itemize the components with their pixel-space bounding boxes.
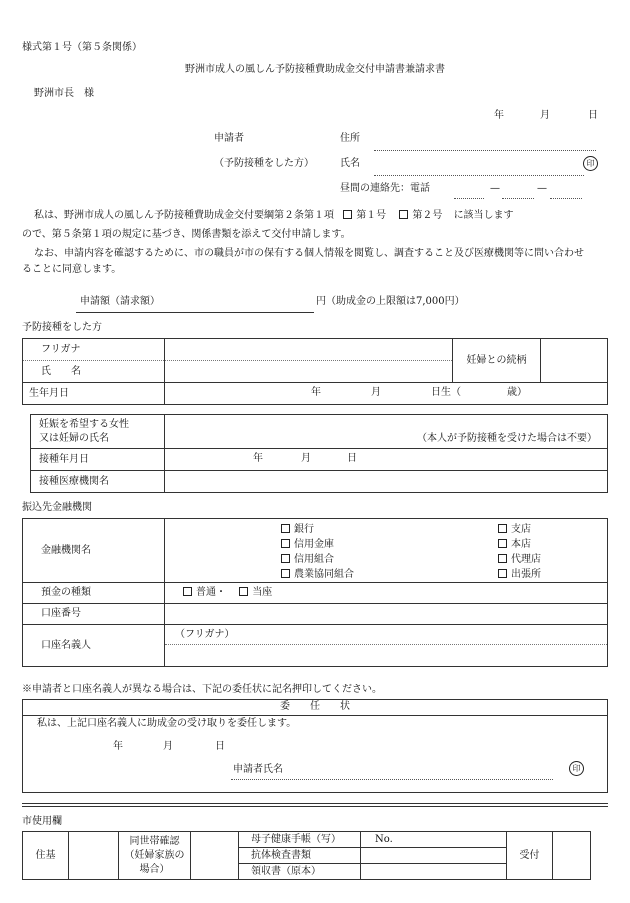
delegation-title: 委 任 状 bbox=[280, 701, 350, 712]
vaccination-date-field[interactable] bbox=[165, 449, 608, 471]
shinkin-checkbox[interactable] bbox=[281, 539, 290, 548]
type-ja-label: 農業協同組合 bbox=[294, 569, 354, 580]
statement-part-b: に該当します bbox=[453, 210, 514, 221]
pregnancy-table bbox=[30, 414, 608, 493]
institution-types bbox=[281, 522, 354, 582]
clinic-field[interactable] bbox=[165, 471, 608, 493]
shinkumi-checkbox[interactable] bbox=[281, 554, 290, 563]
option-1-checkbox[interactable] bbox=[343, 210, 352, 219]
amount-label: 申請額（請求額） bbox=[80, 296, 160, 307]
option-2-checkbox[interactable] bbox=[399, 210, 408, 219]
phone-label: 昼間の連絡先：電話 bbox=[340, 183, 430, 194]
date-month-label: 月 bbox=[540, 110, 550, 121]
applicant-sublabel: （予防接種をした方） bbox=[214, 158, 314, 169]
phone-number-field[interactable] bbox=[550, 198, 582, 199]
woman-label bbox=[31, 415, 165, 449]
separator-rule bbox=[22, 806, 608, 807]
delegation-seal-mark: 印 bbox=[569, 761, 584, 776]
birth-age-unit: 歳） bbox=[507, 387, 527, 398]
shiten-checkbox[interactable] bbox=[498, 524, 507, 533]
current-checkbox[interactable] bbox=[239, 587, 248, 596]
branch-types bbox=[498, 522, 541, 582]
branch-shucchojo-label: 出張所 bbox=[511, 569, 541, 580]
institution-label: 金融機関名 bbox=[23, 519, 165, 583]
deposit-type-field bbox=[165, 583, 608, 604]
household-line1: 同世帯確認 bbox=[129, 835, 180, 847]
birth-field[interactable] bbox=[165, 383, 608, 405]
relation-field[interactable] bbox=[541, 339, 608, 383]
vacc-month-unit: 月 bbox=[301, 453, 311, 464]
woman-note: （本人が予防接種を受けた場合は不要） bbox=[417, 433, 597, 444]
household-line3: 場合） bbox=[139, 863, 170, 875]
type-shinkumi-label: 信用組合 bbox=[294, 554, 334, 565]
ja-checkbox[interactable] bbox=[281, 569, 290, 578]
amount-field[interactable] bbox=[76, 312, 314, 313]
vacc-year-unit: 年 bbox=[253, 453, 263, 464]
account-number-label: 口座番号 bbox=[23, 604, 165, 625]
vacc-day-unit: 日 bbox=[347, 453, 357, 464]
phone-area-field[interactable] bbox=[454, 198, 484, 199]
statement-part-a: 私は、野洲市成人の風しん予防接種費助成金交付要綱第２条第１項 bbox=[34, 210, 334, 221]
addressee: 野洲市長 様 bbox=[34, 88, 94, 99]
dairiten-checkbox[interactable] bbox=[498, 554, 507, 563]
delegation-divider bbox=[23, 715, 607, 716]
furigana-field[interactable] bbox=[165, 339, 453, 361]
type-bank-label: 銀行 bbox=[294, 524, 314, 535]
consent-paragraph: なお、申請内容を確認するために、市の職員が市の保有する個人情報を閲覧し、調査すること及び医療機関等に問い合わせることに同意します。 bbox=[22, 248, 584, 275]
furigana-label: フリガナ bbox=[23, 339, 165, 361]
branch-shucchojo[interactable] bbox=[498, 567, 541, 582]
statement-text bbox=[34, 210, 514, 222]
address-label: 住所 bbox=[340, 133, 360, 144]
office-use-table bbox=[22, 831, 608, 880]
type-shinkumi[interactable] bbox=[281, 552, 354, 567]
branch-dairiten-label: 代理店 bbox=[511, 554, 541, 565]
office-use-title: 市使用欄 bbox=[22, 816, 62, 827]
shucchojo-checkbox[interactable] bbox=[498, 569, 507, 578]
clinic-label: 接種医療機関名 bbox=[31, 471, 165, 493]
delegation-month: 月 bbox=[163, 741, 173, 752]
received-field[interactable] bbox=[553, 832, 591, 880]
office-spacer bbox=[591, 832, 608, 880]
vaccination-date-label: 接種年月日 bbox=[31, 449, 165, 471]
delegation-day: 日 bbox=[215, 741, 225, 752]
phone-separator: — bbox=[490, 183, 500, 194]
institution-field[interactable] bbox=[165, 519, 608, 583]
delegation-text: 私は、上記口座名義人に助成金の受け取りを委任します。 bbox=[37, 718, 297, 729]
applicant-name-field[interactable] bbox=[374, 175, 584, 176]
doc-antibody-field[interactable] bbox=[361, 848, 507, 864]
holder-furigana-label: （フリガナ） bbox=[175, 628, 235, 640]
doc-receipt-field[interactable] bbox=[361, 864, 507, 880]
holder-furigana-field[interactable] bbox=[165, 625, 608, 645]
holder-label: 口座名義人 bbox=[23, 625, 165, 667]
statement-line-2: ので、第５条第１項の規定に基づき、関係書類を添えて交付申請します。 bbox=[22, 229, 351, 240]
household-line2: （妊婦家族の bbox=[124, 849, 185, 861]
bank-checkbox[interactable] bbox=[281, 524, 290, 533]
birth-year-unit: 年 bbox=[311, 387, 321, 398]
delegation-box bbox=[22, 699, 608, 793]
amount-unit: 円（助成金の上限額は7,000円） bbox=[316, 296, 465, 307]
household-check-field[interactable] bbox=[191, 832, 239, 880]
option-1-label: 第１号 bbox=[356, 210, 387, 221]
vaccinee-section-title: 予防接種をした方 bbox=[22, 322, 102, 333]
option-2-label: 第２号 bbox=[412, 210, 443, 221]
birth-label: 生年月日 bbox=[23, 383, 165, 405]
branch-shiten[interactable] bbox=[498, 522, 541, 537]
household-check-label bbox=[119, 832, 191, 880]
relation-label: 妊婦との続柄 bbox=[453, 339, 541, 383]
name-label: 氏 名 bbox=[23, 361, 165, 383]
bank-table bbox=[22, 518, 608, 667]
vaccinee-table bbox=[22, 338, 608, 405]
delegation-note: ※申請者と口座名義人が異なる場合は、下記の委任状に記名押印してください。 bbox=[22, 684, 382, 695]
ordinary-checkbox[interactable] bbox=[183, 587, 192, 596]
date-year-label: 年 bbox=[494, 110, 504, 121]
phone-exchange-field[interactable] bbox=[502, 198, 534, 199]
signer-label: 申請者氏名 bbox=[233, 764, 283, 775]
phone-separator: — bbox=[537, 183, 547, 194]
separator-rule bbox=[22, 803, 608, 804]
birth-month-unit: 月 bbox=[371, 387, 381, 398]
birth-day-unit: 日生（ bbox=[431, 387, 461, 398]
signer-name-field[interactable] bbox=[231, 779, 553, 780]
delegation-year: 年 bbox=[113, 741, 123, 752]
honten-checkbox[interactable] bbox=[498, 539, 507, 548]
branch-dairiten[interactable] bbox=[498, 552, 541, 567]
account-number-field[interactable] bbox=[165, 604, 608, 625]
type-bank[interactable] bbox=[281, 522, 354, 537]
woman-label-line1: 妊娠を希望する女性 bbox=[39, 418, 129, 430]
address-field[interactable] bbox=[374, 150, 596, 151]
branch-honten-label: 本店 bbox=[511, 539, 531, 550]
type-shinkin[interactable] bbox=[281, 537, 354, 552]
bank-section-title: 振込先金融機関 bbox=[22, 502, 92, 513]
doc-boshi-label: 母子健康手帳（写） bbox=[239, 832, 361, 848]
current-label: 当座 bbox=[252, 587, 273, 598]
vaccinee-name-field[interactable] bbox=[165, 361, 453, 383]
deposit-type-label: 預金の種類 bbox=[23, 583, 165, 604]
form-title: 野洲市成人の風しん予防接種費助成金交付申請書兼請求書 bbox=[185, 64, 445, 75]
doc-antibody-label: 抗体検査書類 bbox=[239, 848, 361, 864]
branch-shiten-label: 支店 bbox=[511, 524, 531, 535]
jyuki-field[interactable] bbox=[69, 832, 119, 880]
ordinary-label: 普通・ bbox=[196, 587, 226, 598]
woman-name-field[interactable] bbox=[165, 415, 608, 449]
doc-boshi-number: No. bbox=[361, 832, 507, 848]
type-shinkin-label: 信用金庫 bbox=[294, 539, 334, 550]
type-ja[interactable] bbox=[281, 567, 354, 582]
date-day-label: 日 bbox=[588, 110, 598, 121]
jyuki-label: 住基 bbox=[23, 832, 69, 880]
name-label: 氏名 bbox=[340, 158, 360, 169]
received-label: 受付 bbox=[507, 832, 553, 880]
form-number: 様式第１号（第５条関係） bbox=[22, 42, 142, 53]
woman-label-line2: 又は妊婦の氏名 bbox=[39, 432, 109, 444]
seal-mark: 印 bbox=[583, 156, 598, 171]
doc-receipt-label: 領収書（原本） bbox=[239, 864, 361, 880]
holder-name-field[interactable] bbox=[165, 645, 608, 667]
branch-honten[interactable] bbox=[498, 537, 541, 552]
applicant-label: 申請者 bbox=[214, 133, 244, 144]
